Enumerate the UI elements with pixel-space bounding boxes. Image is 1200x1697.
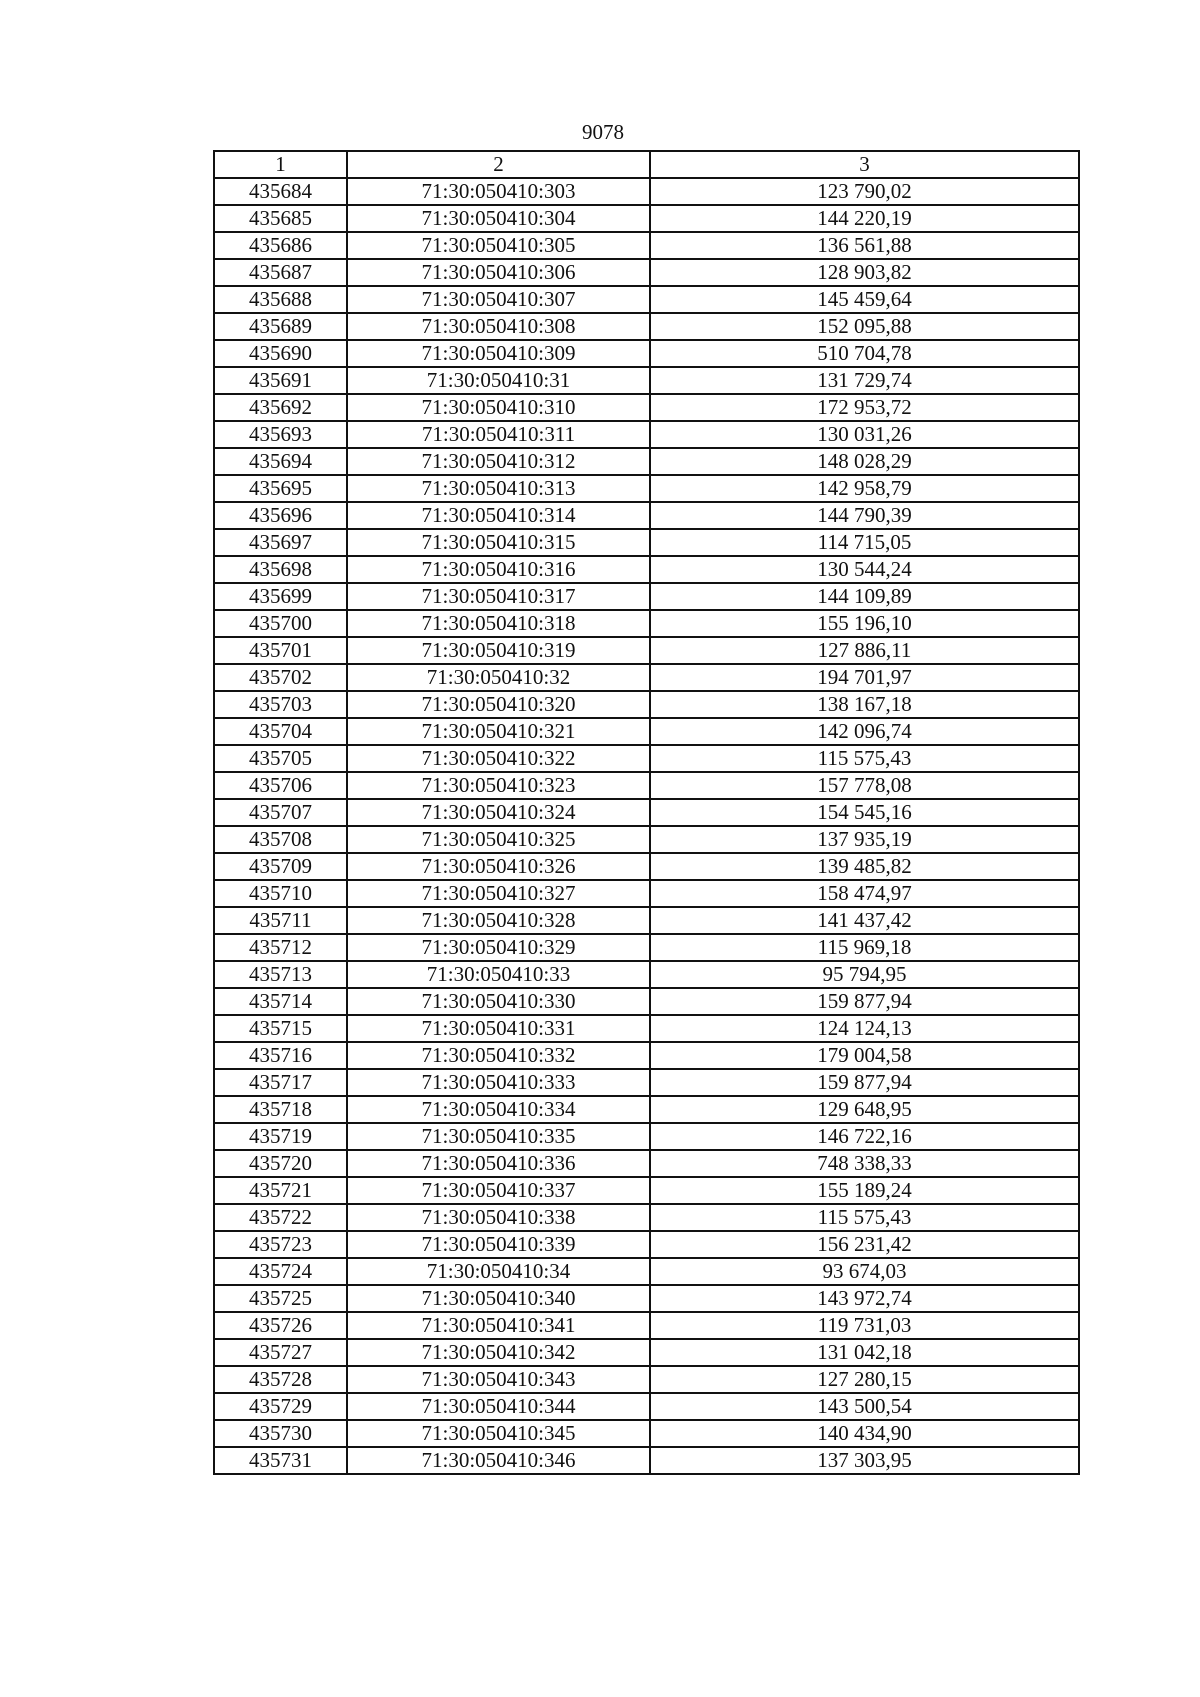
row-number-cell: 435704 — [214, 718, 347, 745]
row-number-cell: 435724 — [214, 1258, 347, 1285]
cadastral-number-cell: 71:30:050410:338 — [347, 1204, 650, 1231]
value-cell: 154 545,16 — [650, 799, 1079, 826]
value-cell: 136 561,88 — [650, 232, 1079, 259]
row-number-cell: 435698 — [214, 556, 347, 583]
cadastral-number-cell: 71:30:050410:309 — [347, 340, 650, 367]
row-number-cell: 435697 — [214, 529, 347, 556]
row-number-cell: 435699 — [214, 583, 347, 610]
value-cell: 127 886,11 — [650, 637, 1079, 664]
value-cell: 127 280,15 — [650, 1366, 1079, 1393]
value-cell: 114 715,05 — [650, 529, 1079, 556]
row-number-cell: 435684 — [214, 178, 347, 205]
value-cell: 131 729,74 — [650, 367, 1079, 394]
table-row — [214, 853, 1079, 880]
cadastral-number-cell: 71:30:050410:337 — [347, 1177, 650, 1204]
table-row — [214, 826, 1079, 853]
table-row — [214, 1285, 1079, 1312]
row-number-cell: 435720 — [214, 1150, 347, 1177]
table-header-row — [214, 151, 1079, 178]
row-number-cell: 435694 — [214, 448, 347, 475]
value-cell: 155 189,24 — [650, 1177, 1079, 1204]
cadastral-number-cell: 71:30:050410:330 — [347, 988, 650, 1015]
table-row — [214, 880, 1079, 907]
value-cell: 119 731,03 — [650, 1312, 1079, 1339]
row-number-cell: 435725 — [214, 1285, 347, 1312]
table-row — [214, 1204, 1079, 1231]
row-number-cell: 435705 — [214, 745, 347, 772]
table-row — [214, 799, 1079, 826]
table-row — [214, 556, 1079, 583]
value-cell: 95 794,95 — [650, 961, 1079, 988]
table-row — [214, 961, 1079, 988]
cadastral-number-cell: 71:30:050410:32 — [347, 664, 650, 691]
cadastral-number-cell: 71:30:050410:313 — [347, 475, 650, 502]
cadastral-number-cell: 71:30:050410:335 — [347, 1123, 650, 1150]
table-row — [214, 907, 1079, 934]
row-number-cell: 435685 — [214, 205, 347, 232]
table-row — [214, 1420, 1079, 1447]
value-cell: 115 575,43 — [650, 1204, 1079, 1231]
cadastral-number-cell: 71:30:050410:320 — [347, 691, 650, 718]
table-row — [214, 1015, 1079, 1042]
row-number-cell: 435696 — [214, 502, 347, 529]
table-row — [214, 1258, 1079, 1285]
table-row — [214, 232, 1079, 259]
table-row — [214, 1042, 1079, 1069]
row-number-cell: 435700 — [214, 610, 347, 637]
value-cell: 130 544,24 — [650, 556, 1079, 583]
cadastral-number-cell: 71:30:050410:332 — [347, 1042, 650, 1069]
table-row — [214, 313, 1079, 340]
value-cell: 510 704,78 — [650, 340, 1079, 367]
cadastral-number-cell: 71:30:050410:340 — [347, 1285, 650, 1312]
value-cell: 141 437,42 — [650, 907, 1079, 934]
cadastral-number-cell: 71:30:050410:345 — [347, 1420, 650, 1447]
value-cell: 148 028,29 — [650, 448, 1079, 475]
cadastral-number-cell: 71:30:050410:344 — [347, 1393, 650, 1420]
table-row — [214, 1150, 1079, 1177]
row-number-cell: 435710 — [214, 880, 347, 907]
cadastral-number-cell: 71:30:050410:303 — [347, 178, 650, 205]
table-row — [214, 178, 1079, 205]
table-row — [214, 205, 1079, 232]
value-cell: 157 778,08 — [650, 772, 1079, 799]
cadastral-number-cell: 71:30:050410:346 — [347, 1447, 650, 1474]
row-number-cell: 435731 — [214, 1447, 347, 1474]
column-header-2: 2 — [347, 151, 650, 178]
table-row — [214, 475, 1079, 502]
row-number-cell: 435702 — [214, 664, 347, 691]
row-number-cell: 435708 — [214, 826, 347, 853]
row-number-cell: 435730 — [214, 1420, 347, 1447]
cadastral-number-cell: 71:30:050410:310 — [347, 394, 650, 421]
value-cell: 159 877,94 — [650, 988, 1079, 1015]
row-number-cell: 435706 — [214, 772, 347, 799]
value-cell: 143 972,74 — [650, 1285, 1079, 1312]
table-row — [214, 745, 1079, 772]
table-row — [214, 394, 1079, 421]
value-cell: 115 575,43 — [650, 745, 1079, 772]
cadastral-number-cell: 71:30:050410:315 — [347, 529, 650, 556]
cadastral-number-cell: 71:30:050410:326 — [347, 853, 650, 880]
table-row — [214, 1096, 1079, 1123]
value-cell: 146 722,16 — [650, 1123, 1079, 1150]
value-cell: 124 124,13 — [650, 1015, 1079, 1042]
cadastral-number-cell: 71:30:050410:336 — [347, 1150, 650, 1177]
value-cell: 142 958,79 — [650, 475, 1079, 502]
registry-table — [213, 150, 1080, 1475]
value-cell: 172 953,72 — [650, 394, 1079, 421]
cadastral-number-cell: 71:30:050410:316 — [347, 556, 650, 583]
table-row — [214, 1231, 1079, 1258]
table-row — [214, 367, 1079, 394]
value-cell: 140 434,90 — [650, 1420, 1079, 1447]
value-cell: 194 701,97 — [650, 664, 1079, 691]
row-number-cell: 435707 — [214, 799, 347, 826]
row-number-cell: 435693 — [214, 421, 347, 448]
table-row — [214, 1069, 1079, 1096]
row-number-cell: 435701 — [214, 637, 347, 664]
table-row — [214, 1447, 1079, 1474]
row-number-cell: 435729 — [214, 1393, 347, 1420]
row-number-cell: 435688 — [214, 286, 347, 313]
value-cell: 129 648,95 — [650, 1096, 1079, 1123]
value-cell: 145 459,64 — [650, 286, 1079, 313]
row-number-cell: 435703 — [214, 691, 347, 718]
cadastral-number-cell: 71:30:050410:307 — [347, 286, 650, 313]
row-number-cell: 435713 — [214, 961, 347, 988]
table-row — [214, 637, 1079, 664]
table-row — [214, 340, 1079, 367]
row-number-cell: 435719 — [214, 1123, 347, 1150]
table-row — [214, 448, 1079, 475]
table-row — [214, 1393, 1079, 1420]
table-row — [214, 259, 1079, 286]
cadastral-number-cell: 71:30:050410:323 — [347, 772, 650, 799]
row-number-cell: 435716 — [214, 1042, 347, 1069]
value-cell: 748 338,33 — [650, 1150, 1079, 1177]
row-number-cell: 435691 — [214, 367, 347, 394]
cadastral-number-cell: 71:30:050410:334 — [347, 1096, 650, 1123]
value-cell: 144 109,89 — [650, 583, 1079, 610]
cadastral-number-cell: 71:30:050410:339 — [347, 1231, 650, 1258]
page-number: 9078 — [582, 120, 624, 144]
cadastral-number-cell: 71:30:050410:333 — [347, 1069, 650, 1096]
table-row — [214, 664, 1079, 691]
row-number-cell: 435718 — [214, 1096, 347, 1123]
value-cell: 144 220,19 — [650, 205, 1079, 232]
table-row — [214, 286, 1079, 313]
row-number-cell: 435709 — [214, 853, 347, 880]
value-cell: 144 790,39 — [650, 502, 1079, 529]
value-cell: 131 042,18 — [650, 1339, 1079, 1366]
table-row — [214, 691, 1079, 718]
cadastral-number-cell: 71:30:050410:34 — [347, 1258, 650, 1285]
value-cell: 115 969,18 — [650, 934, 1079, 961]
cadastral-number-cell: 71:30:050410:321 — [347, 718, 650, 745]
cadastral-number-cell: 71:30:050410:324 — [347, 799, 650, 826]
value-cell: 142 096,74 — [650, 718, 1079, 745]
cadastral-number-cell: 71:30:050410:322 — [347, 745, 650, 772]
cadastral-number-cell: 71:30:050410:331 — [347, 1015, 650, 1042]
cadastral-number-cell: 71:30:050410:341 — [347, 1312, 650, 1339]
row-number-cell: 435715 — [214, 1015, 347, 1042]
cadastral-number-cell: 71:30:050410:31 — [347, 367, 650, 394]
row-number-cell: 435728 — [214, 1366, 347, 1393]
cadastral-number-cell: 71:30:050410:328 — [347, 907, 650, 934]
cadastral-number-cell: 71:30:050410:305 — [347, 232, 650, 259]
column-header-3: 3 — [650, 151, 1079, 178]
row-number-cell: 435686 — [214, 232, 347, 259]
row-number-cell: 435726 — [214, 1312, 347, 1339]
table-row — [214, 718, 1079, 745]
value-cell: 152 095,88 — [650, 313, 1079, 340]
value-cell: 143 500,54 — [650, 1393, 1079, 1420]
value-cell: 130 031,26 — [650, 421, 1079, 448]
value-cell: 158 474,97 — [650, 880, 1079, 907]
cadastral-number-cell: 71:30:050410:308 — [347, 313, 650, 340]
value-cell: 179 004,58 — [650, 1042, 1079, 1069]
cadastral-number-cell: 71:30:050410:342 — [347, 1339, 650, 1366]
row-number-cell: 435717 — [214, 1069, 347, 1096]
table-body — [214, 151, 1079, 1474]
value-cell: 156 231,42 — [650, 1231, 1079, 1258]
table-row — [214, 988, 1079, 1015]
column-header-1: 1 — [214, 151, 347, 178]
row-number-cell: 435714 — [214, 988, 347, 1015]
cadastral-number-cell: 71:30:050410:311 — [347, 421, 650, 448]
value-cell: 128 903,82 — [650, 259, 1079, 286]
row-number-cell: 435712 — [214, 934, 347, 961]
row-number-cell: 435687 — [214, 259, 347, 286]
cadastral-number-cell: 71:30:050410:343 — [347, 1366, 650, 1393]
cadastral-number-cell: 71:30:050410:317 — [347, 583, 650, 610]
table-row — [214, 583, 1079, 610]
row-number-cell: 435690 — [214, 340, 347, 367]
cadastral-number-cell: 71:30:050410:319 — [347, 637, 650, 664]
cadastral-number-cell: 71:30:050410:306 — [347, 259, 650, 286]
table-row — [214, 529, 1079, 556]
table-row — [214, 934, 1079, 961]
cadastral-number-cell: 71:30:050410:304 — [347, 205, 650, 232]
cadastral-number-cell: 71:30:050410:327 — [347, 880, 650, 907]
cadastral-number-cell: 71:30:050410:314 — [347, 502, 650, 529]
row-number-cell: 435721 — [214, 1177, 347, 1204]
row-number-cell: 435727 — [214, 1339, 347, 1366]
cadastral-number-cell: 71:30:050410:312 — [347, 448, 650, 475]
cadastral-number-cell: 71:30:050410:318 — [347, 610, 650, 637]
table-row — [214, 1123, 1079, 1150]
cadastral-number-cell: 71:30:050410:329 — [347, 934, 650, 961]
row-number-cell: 435689 — [214, 313, 347, 340]
row-number-cell: 435722 — [214, 1204, 347, 1231]
row-number-cell: 435711 — [214, 907, 347, 934]
row-number-cell: 435692 — [214, 394, 347, 421]
table-row — [214, 1366, 1079, 1393]
value-cell: 137 935,19 — [650, 826, 1079, 853]
row-number-cell: 435723 — [214, 1231, 347, 1258]
value-cell: 139 485,82 — [650, 853, 1079, 880]
value-cell: 93 674,03 — [650, 1258, 1079, 1285]
value-cell: 123 790,02 — [650, 178, 1079, 205]
table-row — [214, 1177, 1079, 1204]
table-row — [214, 502, 1079, 529]
cadastral-number-cell: 71:30:050410:33 — [347, 961, 650, 988]
table-row — [214, 1339, 1079, 1366]
row-number-cell: 435695 — [214, 475, 347, 502]
table-row — [214, 421, 1079, 448]
value-cell: 159 877,94 — [650, 1069, 1079, 1096]
value-cell: 155 196,10 — [650, 610, 1079, 637]
value-cell: 137 303,95 — [650, 1447, 1079, 1474]
table-row — [214, 610, 1079, 637]
value-cell: 138 167,18 — [650, 691, 1079, 718]
table-row — [214, 1312, 1079, 1339]
cadastral-number-cell: 71:30:050410:325 — [347, 826, 650, 853]
table-row — [214, 772, 1079, 799]
